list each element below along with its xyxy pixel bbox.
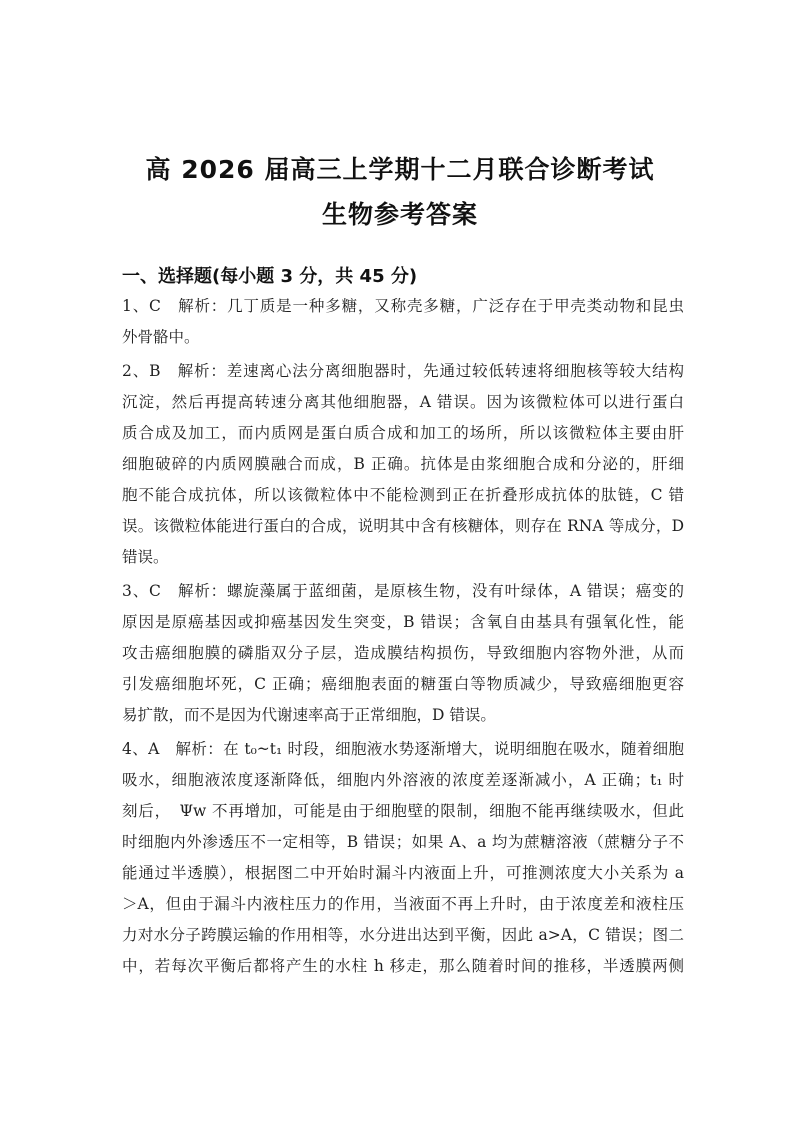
q3-line-5: 易扩散，而不是因为代谢速率高于正常细胞，D 错误。 [122,706,496,724]
q3-line-4: 引发癌细胞坏死，C 正确；癌细胞表面的糖蛋白等物质减少，导致癌细胞更容 [122,675,684,693]
q4-line-3: 刻后， Ψw 不再增加，可能是由于细胞壁的限制，细胞不能再继续吸水，但此 [122,802,684,820]
q1-line-1: 1、C 解析：几丁质是一种多糖，又称壳多糖，广泛存在于甲壳类动物和昆虫 [122,297,684,315]
q4-line-6: ＞A，但由于漏斗内液柱压力的作用，当液面不再上升时，由于浓度差和液柱压 [122,895,684,913]
q4-line-5: 能通过半透膜），根据图二中开始时漏斗内液面上升，可推测浓度大小关系为 a [122,864,684,882]
q2-line-5: 胞不能合成抗体，所以该微粒体中不能检测到正在折叠形成抗体的肽链，C 错 [122,486,684,504]
document-title: 高 2026 届高三上学期十二月联合诊断考试 [145,155,655,184]
q4-line-7: 力对水分子跨膜运输的作用相等，水分进出达到平衡，因此 a>A，C 错误；图二 [122,926,684,944]
document-subtitle: 生物参考答案 [321,200,478,229]
q4-line-8: 中，若每次平衡后都将产生的水柱 h 移走，那么随着时间的推移，半透膜两侧 [122,957,684,975]
q2-line-2: 沉淀，然后再提高转速分离其他细胞器，A 错误。因为该微粒体可以进行蛋白 [122,393,684,411]
q3-line-3: 攻击癌细胞膜的磷脂双分子层，造成膜结构损伤，导致细胞内容物外泄，从而 [122,644,684,662]
q4-line-2: 吸水，细胞液浓度逐渐降低，细胞内外溶液的浓度差逐渐减小，A 正确；t₁ 时 [122,771,684,789]
q4-line-4: 时细胞内外渗透压不一定相等，B 错误；如果 A、a 均为蔗糖溶液（蔗糖分子不 [122,833,684,851]
q2-line-3: 质合成及加工，而内质网是蛋白质合成和加工的场所，所以该微粒体主要由肝 [122,424,684,442]
q3-line-1: 3、C 解析：螺旋藻属于蓝细菌，是原核生物，没有叶绿体，A 错误；癌变的 [122,582,684,600]
q2-line-1: 2、B 解析：差速离心法分离细胞器时，先通过较低转速将细胞核等较大结构 [122,362,684,380]
section-heading-multiple-choice: 一、选择题(每小题 3 分，共 45 分) [122,266,418,287]
q2-line-7: 错误。 [122,548,169,566]
q2-line-6: 误。该微粒体能进行蛋白的合成，说明其中含有核糖体，则存在 RNA 等成分，D [122,517,684,535]
q3-line-2: 原因是原癌基因或抑癌基因发生突变，B 错误；含氧自由基具有强氧化性，能 [122,613,684,631]
q1-line-2: 外骨骼中。 [122,328,200,346]
q2-line-4: 细胞破碎的内质网膜融合而成，B 正确。抗体是由浆细胞合成和分泌的，肝细 [122,455,684,473]
q4-line-1: 4、A 解析：在 t₀~t₁ 时段，细胞液水势逐渐增大，说明细胞在吸水，随着细胞 [122,740,684,758]
